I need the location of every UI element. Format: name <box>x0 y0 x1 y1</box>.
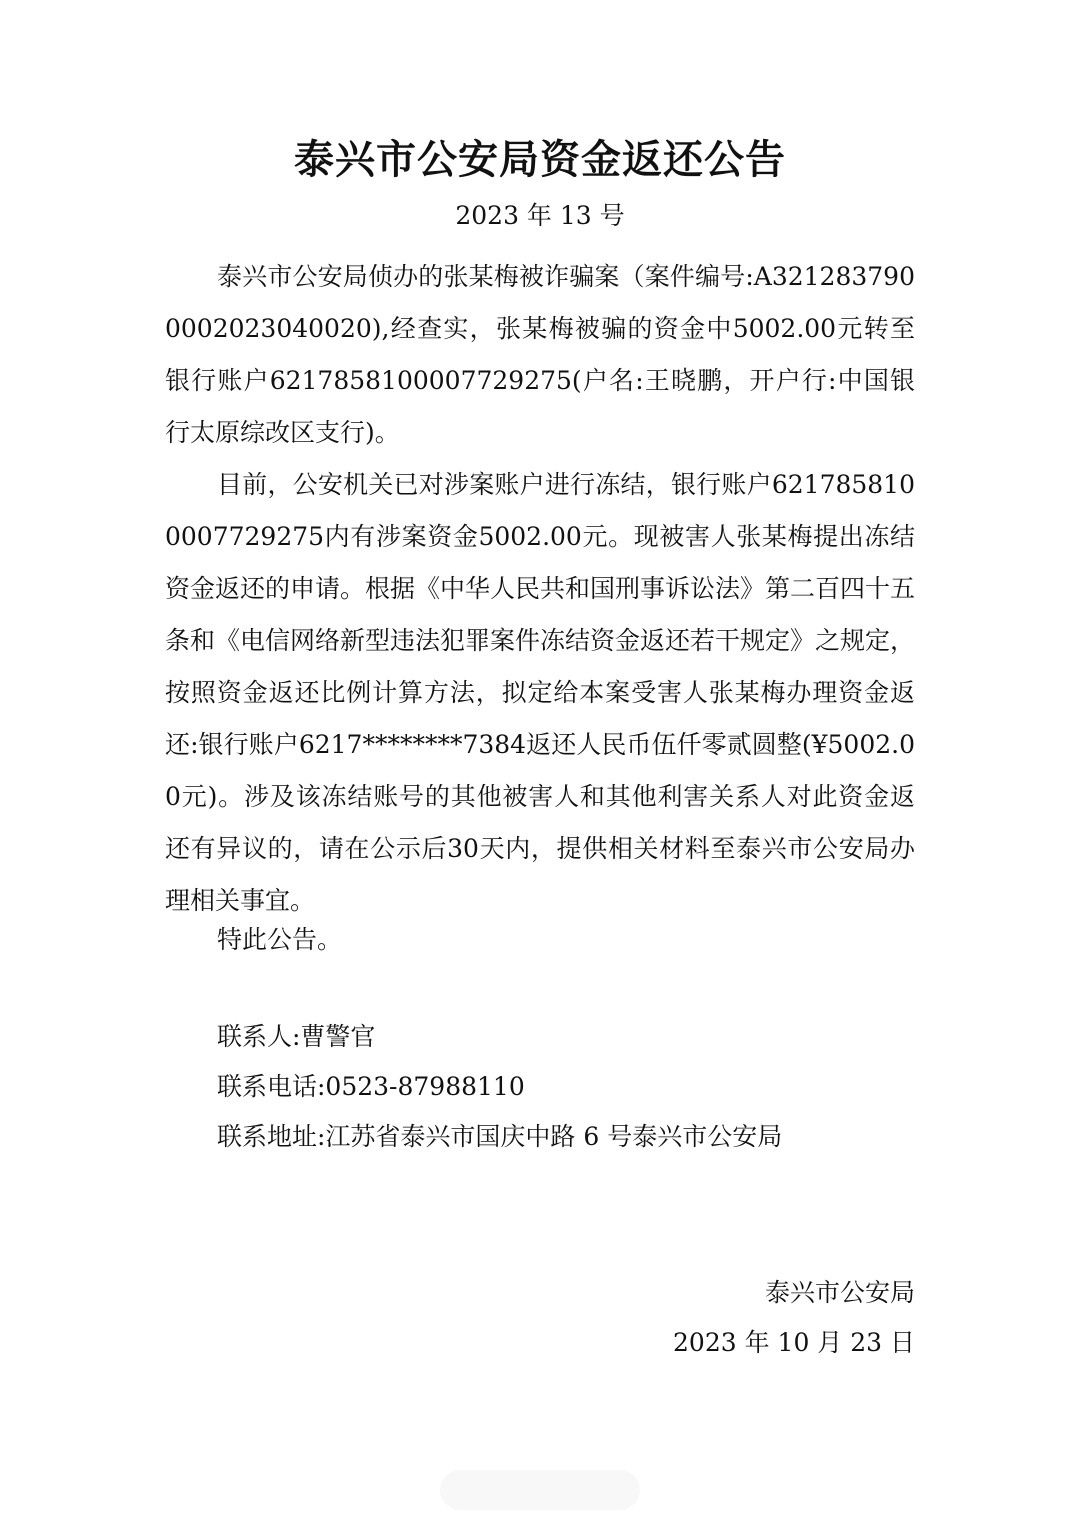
paragraph-refund-decision: 目前，公安机关已对涉案账户进行冻结，银行账户6217858100007729275内有涉案资金5002.00元。现被害人张某梅提出冻结资金返还的申请。根据《中华人民共和国刑事诉讼法》第二百四十五条和《电信网络新型违法犯罪案件冻结资金返还若干规定》之规定，按照资金返还比例计算方法，拟定给本案受害人张某梅办理资金返还:银行账户6217********7384返还人民币伍仟零贰圆整(¥5002.00元)。涉及该冻结账号的其他被害人和其他利害关系人对此资金返还有异议的，请在公示后30天内，提供相关材料至泰兴市公安局办理相关事宜。 <box>165 470 916 915</box>
notice-number: 2023 年 13 号 <box>455 201 625 230</box>
signature-block <box>673 1268 915 1368</box>
faint-watermark <box>440 1470 640 1510</box>
paragraph-case-details: 泰兴市公安局侦办的张某梅被诈骗案（案件编号:A3212837900002023040020),经查实，张某梅被骗的资金中5002.00元转至银行账户6217858100007729275(户名:王晓鹏，开户行:中国银行太原综改区支行)。 <box>165 262 915 447</box>
notice-body <box>165 251 915 927</box>
contact-person: 联系人:曹警官 <box>217 1022 376 1051</box>
contact-phone: 联系电话:0523-87988110 <box>217 1072 525 1101</box>
contact-address: 联系地址:江苏省泰兴市国庆中路 6 号泰兴市公安局 <box>217 1122 783 1151</box>
contact-block <box>217 1012 782 1162</box>
issue-date: 2023 年 10 月 23 日 <box>673 1328 915 1357</box>
notice-title: 泰兴市公安局资金返还公告 <box>294 137 786 183</box>
issuer-name: 泰兴市公安局 <box>764 1278 915 1307</box>
closing-statement: 特此公告。 <box>217 925 343 954</box>
